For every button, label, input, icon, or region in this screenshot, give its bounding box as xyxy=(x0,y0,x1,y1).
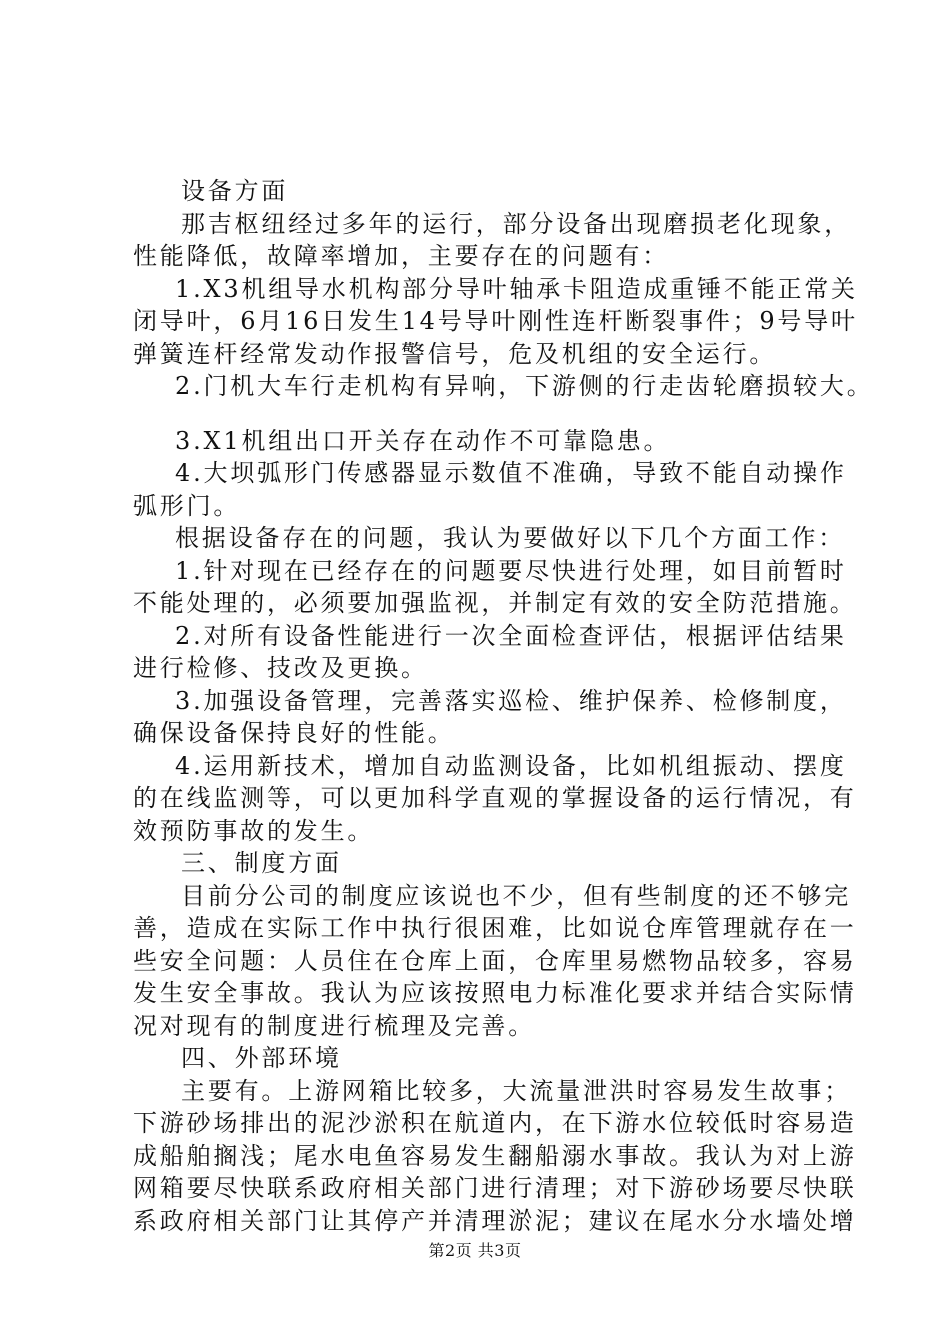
text-line: 根据设备存在的问题，我认为要做好以下几个方面工作： xyxy=(175,524,845,552)
text-line: 设备方面 xyxy=(181,177,289,205)
text-line: 3.加强设备管理，完善落实巡检、维护保养、检修制度， xyxy=(175,687,847,715)
text-line: 的在线监测等，可以更加科学直观的掌握设备的运行情况，有 xyxy=(133,784,857,812)
text-line: 效预防事故的发生。 xyxy=(133,817,375,845)
text-line: 3.X1机组出口开关存在动作不可靠隐患。 xyxy=(175,427,671,455)
text-line: 些安全问题：人员住在仓库上面，仓库里易燃物品较多，容易 xyxy=(133,947,857,975)
text-line: 弹簧连杆经常发动作报警信号，危及机组的安全运行。 xyxy=(133,340,777,368)
text-line: 成船舶搁浅；尾水电鱼容易发生翻船溺水事故。我认为对上游 xyxy=(133,1142,857,1170)
page-number-footer: 第2页 共3页 xyxy=(428,1241,522,1260)
text-line: 网箱要尽快联系政府相关部门进行清理；对下游砂场要尽快联 xyxy=(133,1174,857,1202)
text-line: 弧形门。 xyxy=(133,492,241,520)
text-line: 系政府相关部门让其停产并清理淤泥；建议在尾水分水墙处增 xyxy=(133,1207,857,1235)
text-line: 不能处理的，必须要加强监视，并制定有效的安全防范措施。 xyxy=(133,589,857,617)
text-line: 确保设备保持良好的性能。 xyxy=(133,719,455,747)
text-line: 四、外部环境 xyxy=(181,1044,342,1072)
text-line: 善，造成在实际工作中执行很困难，比如说仓库管理就存在一 xyxy=(133,914,857,942)
text-line: 那吉枢纽经过多年的运行，部分设备出现磨损老化现象， xyxy=(181,210,851,238)
text-line: 1.针对现在已经存在的问题要尽快进行处理，如目前暂时 xyxy=(175,557,847,585)
text-line: 目前分公司的制度应该说也不少，但有些制度的还不够完 xyxy=(181,882,851,910)
text-line: 4.运用新技术，增加自动监测设备，比如机组振动、摆度 xyxy=(175,752,847,780)
text-line: 2.对所有设备性能进行一次全面检查评估，根据评估结果 xyxy=(175,622,847,650)
text-line: 1.X3机组导水机构部分导叶轴承卡阻造成重锤不能正常关 xyxy=(175,275,858,303)
text-line: 性能降低，故障率增加，主要存在的问题有： xyxy=(133,242,669,270)
text-line: 4.大坝弧形门传感器显示数值不准确，导致不能自动操作 xyxy=(175,459,847,487)
text-line: 主要有。上游网箱比较多，大流量泄洪时容易发生故事； xyxy=(181,1077,851,1105)
text-line: 2.门机大车行走机构有异响，下游侧的行走齿轮磨损较大。 xyxy=(175,372,874,400)
text-line: 三、制度方面 xyxy=(181,849,342,877)
text-line: 进行检修、技改及更换。 xyxy=(133,654,428,682)
text-line: 闭导叶，6月16日发生14号导叶刚性连杆断裂事件；9号导叶 xyxy=(133,307,858,335)
text-line: 下游砂场排出的泥沙淤积在航道内，在下游水位较低时容易造 xyxy=(133,1109,857,1137)
text-line: 发生安全事故。我认为应该按照电力标准化要求并结合实际情 xyxy=(133,979,857,1007)
text-line: 况对现有的制度进行梳理及完善。 xyxy=(133,1012,535,1040)
